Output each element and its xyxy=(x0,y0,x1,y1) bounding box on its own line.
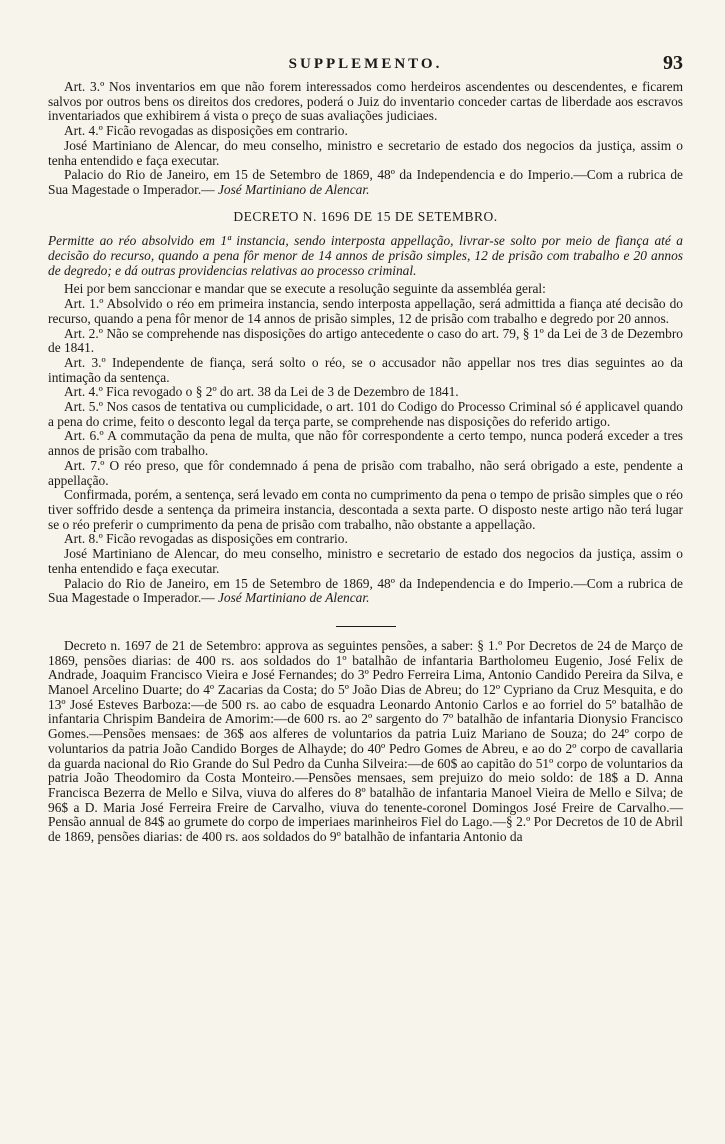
pension-decree-text: Decreto n. 1697 de 21 de Setembro: approva as seguintes pensões, a saber: § 1.º Por Decretos de 24 de Março de 1869, pensões diarias: de 400 rs. aos soldados do 1º batalhão de infantaria Bartholomeu Eugenio, José Felix de Andrade, Joaquim Francisco Vieira e José Fernandes; do 3º Pedro Ferreira Lima, Antonio Candido Pereira da Silva, e Manoel Arcelino Duarte; do 4º Zacarias da Costa; do 5º João Dias de Abreu; do 12º Cypriano da Cruz Mesquita, e do 13º José Esteves Barboza:—de 500 rs. ao cabo de esquadra Leonardo Antonio Carlos e ao forriel do 5º batalhão de infantaria Chrispim Bandeira de Amorim:—de 600 rs. ao 2º sargento do 7º batalhão de infantaria Dionysio Francisco Gomes.—Pensões mensaes: de 36$ aos alferes de voluntarios da patria Luiz Mariano de Souza; do 24º corpo de voluntarios da patria João Candido Borges de Alhayde; do 40º Pedro Gomes de Abreu, e ao do 2º corpo de cavallaria da guarda nacional do Rio Grande do Sul Pedro da Cunha Silveira:—de 60$ ao capitão do 51º corpo de voluntarios da patria João Theodomiro da Costa Monteiro.—Pensões mensaes, sem prejuizo do meio soldo: de 18$ a D. Anna Francisca Bezerra de Mello e Silva, viuva do alferes do 8º batalhão de infantaria Manoel Vieira de Mello e Silva; de 96$ a D. Maria José Ferreira Freire de Carvalho, viuva do tenente-coronel Domingos José Freire de Carvalho.—Pensão annual de 84$ ao grumete do corpo de imperiaes marinheiros Fiel do Lago.—§ 2.º Por Decretos de 10 de Abril de 1869, pensões diarias: de 400 rs. aos soldados do 9º batalhão de infantaria Antonio da xyxy=(48,637,683,845)
article-5: Art. 5.º Nos casos de tentativa ou cumplicidade, o art. 101 do Codigo do Processo Criminal só é applicavel quando a pena do crime, feito o desconto legal da terça parte, se comprehende nas disposições do referido artigo. xyxy=(48,399,683,429)
article-8: Art. 8.º Ficão revogadas as disposições em contrario. xyxy=(64,531,348,547)
minister-clause: José Martiniano de Alencar, do meu conselho, ministro e secretario de estado dos negocios da justiça, assim o tenha entendido e faça executar. xyxy=(48,546,683,576)
article-3: Art. 3.º Independente de fiança, será solto o réo, se o accusador não appellar nos tres dias seguintes ao da intimação da sentença. xyxy=(48,354,683,385)
palace-text: Palacio do Rio de Janeiro, em 15 de Setembro de 1869, 48º da Independencia e do Imperio.—Com a rubrica de Sua Magestade o Imperador.— xyxy=(48,575,683,606)
previous-decree-end xyxy=(48,80,683,198)
article-4: Art. 4.º Ficão revogadas as disposições em contrario. xyxy=(64,123,348,139)
decree-summary: Permitte ao réo absolvido em 1ª instancia, sendo interposta appellação, livrar-se solto por meio de fiança até a decisão do recurso, quando a pena fôr menor de 14 annos de prisão simples, 12 de prisão com trabalho e 20 annos de degredo; e dá outras providencias relativas ao processo criminal. xyxy=(48,233,683,278)
page-content xyxy=(48,80,683,845)
signature: José Martiniano de Alencar. xyxy=(217,181,370,197)
section-divider xyxy=(336,626,396,627)
decree-heading: DECRETO N. 1696 DE 15 DE SETEMBRO. xyxy=(233,208,498,224)
minister-clause: José Martiniano de Alencar, do meu conselho, ministro e secretario de estado dos negocios da justiça, assim o tenha entendido e faça executar. xyxy=(48,137,683,168)
running-header xyxy=(48,52,683,78)
article-7: Art. 7.º O réo preso, que fôr condemnado á pena de prisão com trabalho, não será obrigado a este, pendente a appellação. xyxy=(48,457,683,488)
signature: José Martiniano de Alencar. xyxy=(217,590,370,606)
running-title: SUPPLEMENTO. xyxy=(288,56,443,72)
palace-line xyxy=(48,168,683,197)
decree-intro: Hei por bem sanccionar e mandar que se execute a resolução seguinte da assembléa geral: xyxy=(64,281,546,297)
palace-text: Palacio do Rio de Janeiro, em 15 de Setembro de 1869, 48º da Independencia e do Imperio.—Com a rubrica de Sua Magestade o Imperador.— xyxy=(48,167,683,197)
article-6: Art. 6.º A commutação da pena de multa, que não fôr correspondente a certo tempo, nunca poderá exceder a tres annos de prisão com trabalho. xyxy=(48,428,683,459)
page-number: 93 xyxy=(663,52,683,74)
palace-line xyxy=(48,577,683,606)
article-3: Art. 3.º Nos inventarios em que não forem interessados como herdeiros ascendentes ou descendentes, e ficarem salvos por outros bens os direitos dos credores, poderá o Juiz do inventario conceder cartas de liberdade aos escravos inventariados que exhibirem á vista o preço de suas avaliações judiciaes. xyxy=(48,79,683,124)
article-1: Art. 1.º Absolvido o réo em primeira instancia, sendo interposta appellação, será admittida a fiança até decisão do recurso, quando a pena fôr menor de 14 annos de prisão simples, 12 de prisão com trabalho e degredo por 20 annos. xyxy=(48,296,683,326)
confirmed-clause: Confirmada, porém, a sentença, será levado em conta no cumprimento da pena o tempo de prisão simples que o réo tiver soffrido desde a sentença da primeira instancia, descontada a sexta parte. O disposto neste artigo não terá lugar se o réo preferir o cumprimento da pena de prisão com trabalho, não obstante a appellação. xyxy=(48,487,683,532)
article-4: Art. 4.º Fica revogado o § 2º do art. 38 da Lei de 3 de Dezembro de 1841. xyxy=(64,384,459,400)
decree-1697 xyxy=(48,639,683,845)
article-2: Art. 2.º Não se comprehende nas disposições do artigo antecedente o caso do art. 79, § 1º da Lei de 3 de Dezembro de 1841. xyxy=(48,325,683,356)
decree-1696 xyxy=(48,210,683,606)
